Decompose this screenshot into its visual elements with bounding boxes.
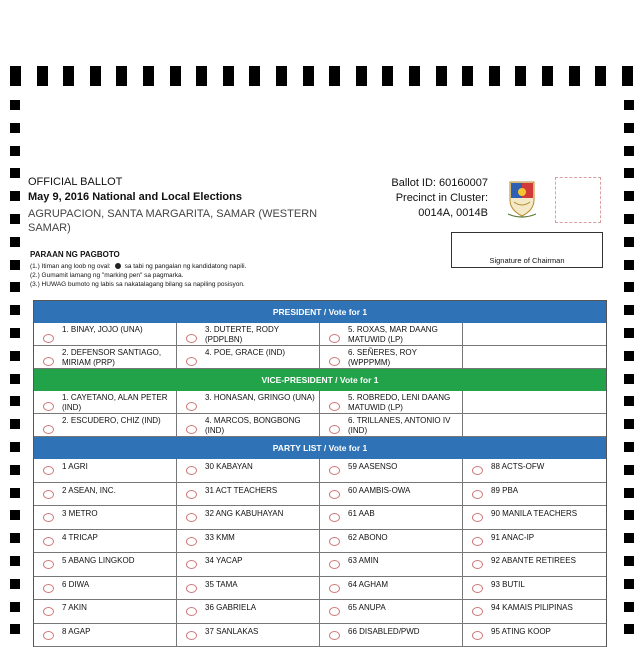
candidate-name: 37 SANLAKAS bbox=[205, 627, 316, 637]
candidate-cell[interactable] bbox=[320, 530, 463, 553]
candidate-cell[interactable] bbox=[463, 506, 606, 529]
candidate-cell[interactable] bbox=[34, 530, 177, 553]
oval-icon[interactable] bbox=[329, 334, 340, 343]
oval-icon[interactable] bbox=[186, 402, 197, 411]
candidate-name: 7 AKIN bbox=[62, 603, 173, 613]
oval-icon[interactable] bbox=[329, 402, 340, 411]
candidate-name: 6 DIWA bbox=[62, 580, 173, 590]
candidate-cell[interactable] bbox=[177, 506, 320, 529]
candidate-cell bbox=[463, 323, 606, 345]
oval-icon[interactable] bbox=[329, 490, 340, 499]
ballot-header bbox=[28, 176, 358, 235]
candidate-name: 36 GABRIELA bbox=[205, 603, 316, 613]
candidate-cell[interactable] bbox=[320, 414, 463, 436]
timing-mark bbox=[624, 282, 634, 292]
candidate-name: 2. ESCUDERO, CHIZ (IND) bbox=[62, 416, 173, 426]
candidate-row bbox=[34, 391, 606, 414]
oval-icon[interactable] bbox=[43, 334, 54, 343]
timing-mark bbox=[409, 66, 420, 86]
oval-icon[interactable] bbox=[43, 490, 54, 499]
candidate-cell bbox=[463, 391, 606, 413]
candidate-row bbox=[34, 577, 606, 601]
candidate-cell[interactable] bbox=[320, 323, 463, 345]
candidate-name: 31 ACT TEACHERS bbox=[205, 486, 316, 496]
section-president: PRESIDENT / Vote for 1 bbox=[34, 301, 606, 323]
oval-icon[interactable] bbox=[472, 537, 483, 546]
candidate-name: 4. POE, GRACE (IND) bbox=[205, 348, 316, 358]
candidate-cell[interactable] bbox=[34, 624, 177, 647]
timing-mark bbox=[356, 66, 367, 86]
candidate-name: 89 PBA bbox=[491, 486, 603, 496]
candidate-cell[interactable] bbox=[463, 530, 606, 553]
candidate-cell[interactable] bbox=[34, 459, 177, 482]
president-candidates bbox=[34, 323, 606, 369]
oval-icon[interactable] bbox=[472, 607, 483, 616]
timing-mark bbox=[10, 442, 20, 452]
timing-mark bbox=[624, 237, 634, 247]
oval-icon[interactable] bbox=[43, 513, 54, 522]
candidate-cell[interactable] bbox=[34, 506, 177, 529]
timing-mark bbox=[10, 282, 20, 292]
timing-mark bbox=[10, 465, 20, 475]
instruction-line-1: (1.) Itiman ang loob ng oval: sa tabi ng pangalan ng kandidatong napili. bbox=[30, 262, 360, 271]
candidate-name: 1. BINAY, JOJO (UNA) bbox=[62, 325, 173, 335]
oval-icon[interactable] bbox=[43, 584, 54, 593]
timing-mark bbox=[624, 579, 634, 589]
candidate-name: 92 ABANTE RETIREES bbox=[491, 556, 603, 566]
candidate-cell[interactable] bbox=[320, 624, 463, 647]
oval-icon[interactable] bbox=[329, 607, 340, 616]
candidate-cell[interactable] bbox=[463, 483, 606, 506]
oval-icon[interactable] bbox=[43, 402, 54, 411]
candidate-name: 2 ASEAN, INC. bbox=[62, 486, 173, 496]
oval-icon[interactable] bbox=[186, 357, 197, 366]
timing-mark bbox=[462, 66, 473, 86]
oval-icon[interactable] bbox=[186, 631, 197, 640]
timing-mark bbox=[10, 168, 20, 178]
timing-mark bbox=[10, 556, 20, 566]
timing-marks-right bbox=[624, 100, 634, 640]
oval-icon[interactable] bbox=[43, 425, 54, 434]
candidate-row bbox=[34, 624, 606, 647]
election-title: May 9, 2016 National and Local Elections bbox=[28, 191, 358, 203]
oval-icon[interactable] bbox=[186, 490, 197, 499]
oval-icon[interactable] bbox=[186, 560, 197, 569]
candidate-row bbox=[34, 323, 606, 346]
candidate-cell[interactable] bbox=[320, 391, 463, 413]
candidate-row bbox=[34, 346, 606, 369]
oval-icon[interactable] bbox=[329, 466, 340, 475]
oval-icon[interactable] bbox=[472, 631, 483, 640]
candidate-name: 33 KMM bbox=[205, 533, 316, 543]
timing-mark bbox=[624, 624, 634, 634]
candidate-row bbox=[34, 553, 606, 577]
oval-icon[interactable] bbox=[329, 513, 340, 522]
candidate-cell[interactable] bbox=[34, 323, 177, 345]
candidate-name: 5 ABANG LINGKOD bbox=[62, 556, 173, 566]
oval-icon[interactable] bbox=[186, 466, 197, 475]
timing-mark bbox=[10, 123, 20, 133]
oval-icon[interactable] bbox=[43, 537, 54, 546]
voting-instructions bbox=[30, 250, 360, 289]
candidate-cell[interactable] bbox=[177, 391, 320, 413]
signature-label: Signature of Chairman bbox=[452, 256, 602, 265]
philippine-seal-icon bbox=[500, 176, 544, 220]
timing-mark bbox=[10, 419, 20, 429]
timing-mark bbox=[116, 66, 127, 86]
candidate-cell[interactable] bbox=[463, 624, 606, 647]
candidate-cell[interactable] bbox=[320, 577, 463, 600]
candidate-cell[interactable] bbox=[320, 459, 463, 482]
precinct-label: Precinct in Cluster: bbox=[391, 191, 488, 206]
oval-icon[interactable] bbox=[43, 631, 54, 640]
timing-mark bbox=[624, 328, 634, 338]
timing-mark bbox=[624, 191, 634, 201]
candidate-cell[interactable] bbox=[34, 553, 177, 576]
candidate-cell[interactable] bbox=[463, 577, 606, 600]
instruction-line-2: (2.) Gumamit lamang ng "marking pen" sa pagmarka. bbox=[30, 271, 360, 280]
timing-mark bbox=[170, 66, 181, 86]
timing-mark bbox=[90, 66, 101, 86]
candidate-cell[interactable] bbox=[177, 553, 320, 576]
timing-mark bbox=[10, 260, 20, 270]
timing-mark bbox=[624, 396, 634, 406]
candidate-cell[interactable] bbox=[34, 577, 177, 600]
timing-mark bbox=[223, 66, 234, 86]
oval-icon[interactable] bbox=[329, 537, 340, 546]
candidate-name: 4 TRICAP bbox=[62, 533, 173, 543]
timing-mark bbox=[624, 419, 634, 429]
candidate-name: 5. ROBREDO, LENI DAANG MATUWID (LP) bbox=[348, 393, 459, 413]
timing-mark bbox=[10, 579, 20, 589]
timing-mark bbox=[624, 488, 634, 498]
candidate-cell[interactable] bbox=[320, 600, 463, 623]
timing-mark bbox=[624, 146, 634, 156]
candidate-cell[interactable] bbox=[34, 600, 177, 623]
candidate-name: 3. DUTERTE, RODY (PDPLBN) bbox=[205, 325, 316, 345]
timing-mark bbox=[624, 260, 634, 270]
candidate-name: 3. HONASAN, GRINGO (UNA) bbox=[205, 393, 316, 403]
candidate-cell bbox=[463, 346, 606, 368]
oval-icon[interactable] bbox=[472, 560, 483, 569]
location-label: AGRUPACION, SANTA MARGARITA, SAMAR (WESTERN SAMAR) bbox=[28, 207, 358, 235]
oval-icon[interactable] bbox=[186, 425, 197, 434]
candidate-cell[interactable] bbox=[463, 600, 606, 623]
oval-icon[interactable] bbox=[186, 513, 197, 522]
stamp-box bbox=[555, 177, 601, 223]
candidate-cell[interactable] bbox=[320, 346, 463, 368]
timing-mark bbox=[382, 66, 393, 86]
oval-icon[interactable] bbox=[43, 607, 54, 616]
timing-mark bbox=[276, 66, 287, 86]
oval-icon[interactable] bbox=[43, 560, 54, 569]
timing-mark bbox=[624, 100, 634, 110]
precinct-value: 0014A, 0014B bbox=[391, 206, 488, 221]
candidate-name: 94 KAMAIS PILIPINAS bbox=[491, 603, 603, 613]
timing-mark bbox=[624, 442, 634, 452]
timing-mark bbox=[624, 305, 634, 315]
timing-marks-top bbox=[0, 66, 640, 86]
candidate-name: 62 ABONO bbox=[348, 533, 459, 543]
section-party-list: PARTY LIST / Vote for 1 bbox=[34, 437, 606, 459]
candidate-name: 59 AASENSO bbox=[348, 462, 459, 472]
timing-mark bbox=[436, 66, 447, 86]
candidate-name: 6. SEÑERES, ROY (WPPPMM) bbox=[348, 348, 459, 368]
timing-mark bbox=[143, 66, 154, 86]
timing-mark bbox=[10, 374, 20, 384]
candidate-name: 32 ANG KABUHAYAN bbox=[205, 509, 316, 519]
timing-mark bbox=[624, 533, 634, 543]
timing-mark bbox=[10, 533, 20, 543]
candidate-name: 3 METRO bbox=[62, 509, 173, 519]
candidate-cell[interactable] bbox=[177, 323, 320, 345]
timing-mark bbox=[10, 237, 20, 247]
timing-mark bbox=[10, 214, 20, 224]
candidate-name: 1. CAYETANO, ALAN PETER (IND) bbox=[62, 393, 173, 413]
candidate-cell[interactable] bbox=[320, 553, 463, 576]
candidate-cell[interactable] bbox=[177, 483, 320, 506]
candidate-name: 34 YACAP bbox=[205, 556, 316, 566]
timing-mark bbox=[569, 66, 580, 86]
timing-mark bbox=[624, 465, 634, 475]
candidate-cell[interactable] bbox=[177, 577, 320, 600]
instruction-line-3: (3.) HUWAG bumoto ng labis sa nakatalagang bilang sa napiling posisyon. bbox=[30, 280, 360, 289]
filled-oval-icon bbox=[115, 263, 121, 269]
candidate-cell bbox=[463, 414, 606, 436]
candidate-name: 90 MANILA TEACHERS bbox=[491, 509, 603, 519]
timing-mark bbox=[622, 66, 633, 86]
candidate-name: 65 ANUPA bbox=[348, 603, 459, 613]
timing-mark bbox=[10, 146, 20, 156]
oval-icon[interactable] bbox=[329, 584, 340, 593]
timing-mark bbox=[624, 168, 634, 178]
timing-mark bbox=[624, 214, 634, 224]
timing-mark bbox=[37, 66, 48, 86]
candidate-row bbox=[34, 414, 606, 437]
timing-mark bbox=[595, 66, 606, 86]
timing-mark bbox=[10, 328, 20, 338]
timing-mark bbox=[542, 66, 553, 86]
candidate-name: 95 ATING KOOP bbox=[491, 627, 603, 637]
timing-mark bbox=[624, 374, 634, 384]
timing-mark bbox=[196, 66, 207, 86]
timing-mark bbox=[515, 66, 526, 86]
ballot-table bbox=[33, 300, 607, 647]
timing-mark bbox=[303, 66, 314, 86]
timing-mark bbox=[249, 66, 260, 86]
timing-mark bbox=[10, 602, 20, 612]
candidate-name: 91 ANAC-IP bbox=[491, 533, 603, 543]
oval-icon[interactable] bbox=[472, 584, 483, 593]
timing-marks-left bbox=[10, 100, 20, 640]
timing-mark bbox=[489, 66, 500, 86]
vice-president-candidates bbox=[34, 391, 606, 437]
candidate-row bbox=[34, 483, 606, 507]
oval-icon[interactable] bbox=[329, 425, 340, 434]
ballot-id: Ballot ID: 60160007 bbox=[391, 176, 488, 191]
timing-mark bbox=[10, 100, 20, 110]
candidate-row bbox=[34, 459, 606, 483]
oval-icon[interactable] bbox=[329, 631, 340, 640]
candidate-row bbox=[34, 530, 606, 554]
candidate-cell[interactable] bbox=[463, 553, 606, 576]
candidate-name: 64 AGHAM bbox=[348, 580, 459, 590]
candidate-name: 8 AGAP bbox=[62, 627, 173, 637]
ballot-info bbox=[391, 176, 488, 221]
oval-icon[interactable] bbox=[186, 537, 197, 546]
candidate-row bbox=[34, 506, 606, 530]
section-vice-president: VICE-PRESIDENT / Vote for 1 bbox=[34, 369, 606, 391]
candidate-name: 1 AGRI bbox=[62, 462, 173, 472]
timing-mark bbox=[10, 624, 20, 634]
timing-mark bbox=[329, 66, 340, 86]
party-list-candidates bbox=[34, 459, 606, 647]
candidate-name: 60 AAMBIS-OWA bbox=[348, 486, 459, 496]
oval-icon[interactable] bbox=[43, 357, 54, 366]
timing-mark bbox=[10, 510, 20, 520]
timing-mark bbox=[10, 66, 21, 86]
candidate-name: 61 AAB bbox=[348, 509, 459, 519]
timing-mark bbox=[624, 602, 634, 612]
candidate-cell[interactable] bbox=[34, 346, 177, 368]
oval-icon[interactable] bbox=[329, 560, 340, 569]
candidate-cell[interactable] bbox=[177, 346, 320, 368]
timing-mark bbox=[624, 510, 634, 520]
candidate-name: 93 BUTIL bbox=[491, 580, 603, 590]
candidate-name: 88 ACTS-OFW bbox=[491, 462, 603, 472]
oval-icon[interactable] bbox=[43, 466, 54, 475]
candidate-name: 5. ROXAS, MAR DAANG MATUWID (LP) bbox=[348, 325, 459, 345]
timing-mark bbox=[10, 191, 20, 201]
timing-mark bbox=[624, 351, 634, 361]
candidate-name: 30 KABAYAN bbox=[205, 462, 316, 472]
candidate-cell[interactable] bbox=[177, 600, 320, 623]
candidate-cell[interactable] bbox=[463, 459, 606, 482]
official-ballot-label: OFFICIAL BALLOT bbox=[28, 176, 358, 188]
timing-mark bbox=[10, 396, 20, 406]
oval-icon[interactable] bbox=[186, 334, 197, 343]
oval-icon[interactable] bbox=[472, 466, 483, 475]
oval-icon[interactable] bbox=[329, 357, 340, 366]
candidate-cell[interactable] bbox=[34, 391, 177, 413]
timing-mark bbox=[10, 351, 20, 361]
timing-mark bbox=[10, 488, 20, 498]
instructions-title: PARAAN NG PAGBOTO bbox=[30, 250, 360, 259]
timing-mark bbox=[10, 305, 20, 315]
candidate-row bbox=[34, 600, 606, 624]
candidate-cell[interactable] bbox=[34, 414, 177, 436]
oval-icon[interactable] bbox=[472, 490, 483, 499]
oval-icon[interactable] bbox=[186, 584, 197, 593]
candidate-cell[interactable] bbox=[34, 483, 177, 506]
candidate-name: 63 AMIN bbox=[348, 556, 459, 566]
candidate-cell[interactable] bbox=[177, 414, 320, 436]
timing-mark bbox=[63, 66, 74, 86]
candidate-cell[interactable] bbox=[177, 624, 320, 647]
oval-icon[interactable] bbox=[472, 513, 483, 522]
candidate-cell[interactable] bbox=[320, 506, 463, 529]
timing-mark bbox=[624, 556, 634, 566]
candidate-name: 6. TRILLANES, ANTONIO IV (IND) bbox=[348, 416, 459, 436]
candidate-name: 2. DEFENSOR SANTIAGO, MIRIAM (PRP) bbox=[62, 348, 173, 368]
signature-box bbox=[451, 232, 603, 268]
candidate-name: 66 DISABLED/PWD bbox=[348, 627, 459, 637]
candidate-cell[interactable] bbox=[320, 483, 463, 506]
candidate-cell[interactable] bbox=[177, 459, 320, 482]
candidate-name: 35 TAMA bbox=[205, 580, 316, 590]
candidate-cell[interactable] bbox=[177, 530, 320, 553]
candidate-name: 4. MARCOS, BONGBONG (IND) bbox=[205, 416, 316, 436]
oval-icon[interactable] bbox=[186, 607, 197, 616]
timing-mark bbox=[624, 123, 634, 133]
